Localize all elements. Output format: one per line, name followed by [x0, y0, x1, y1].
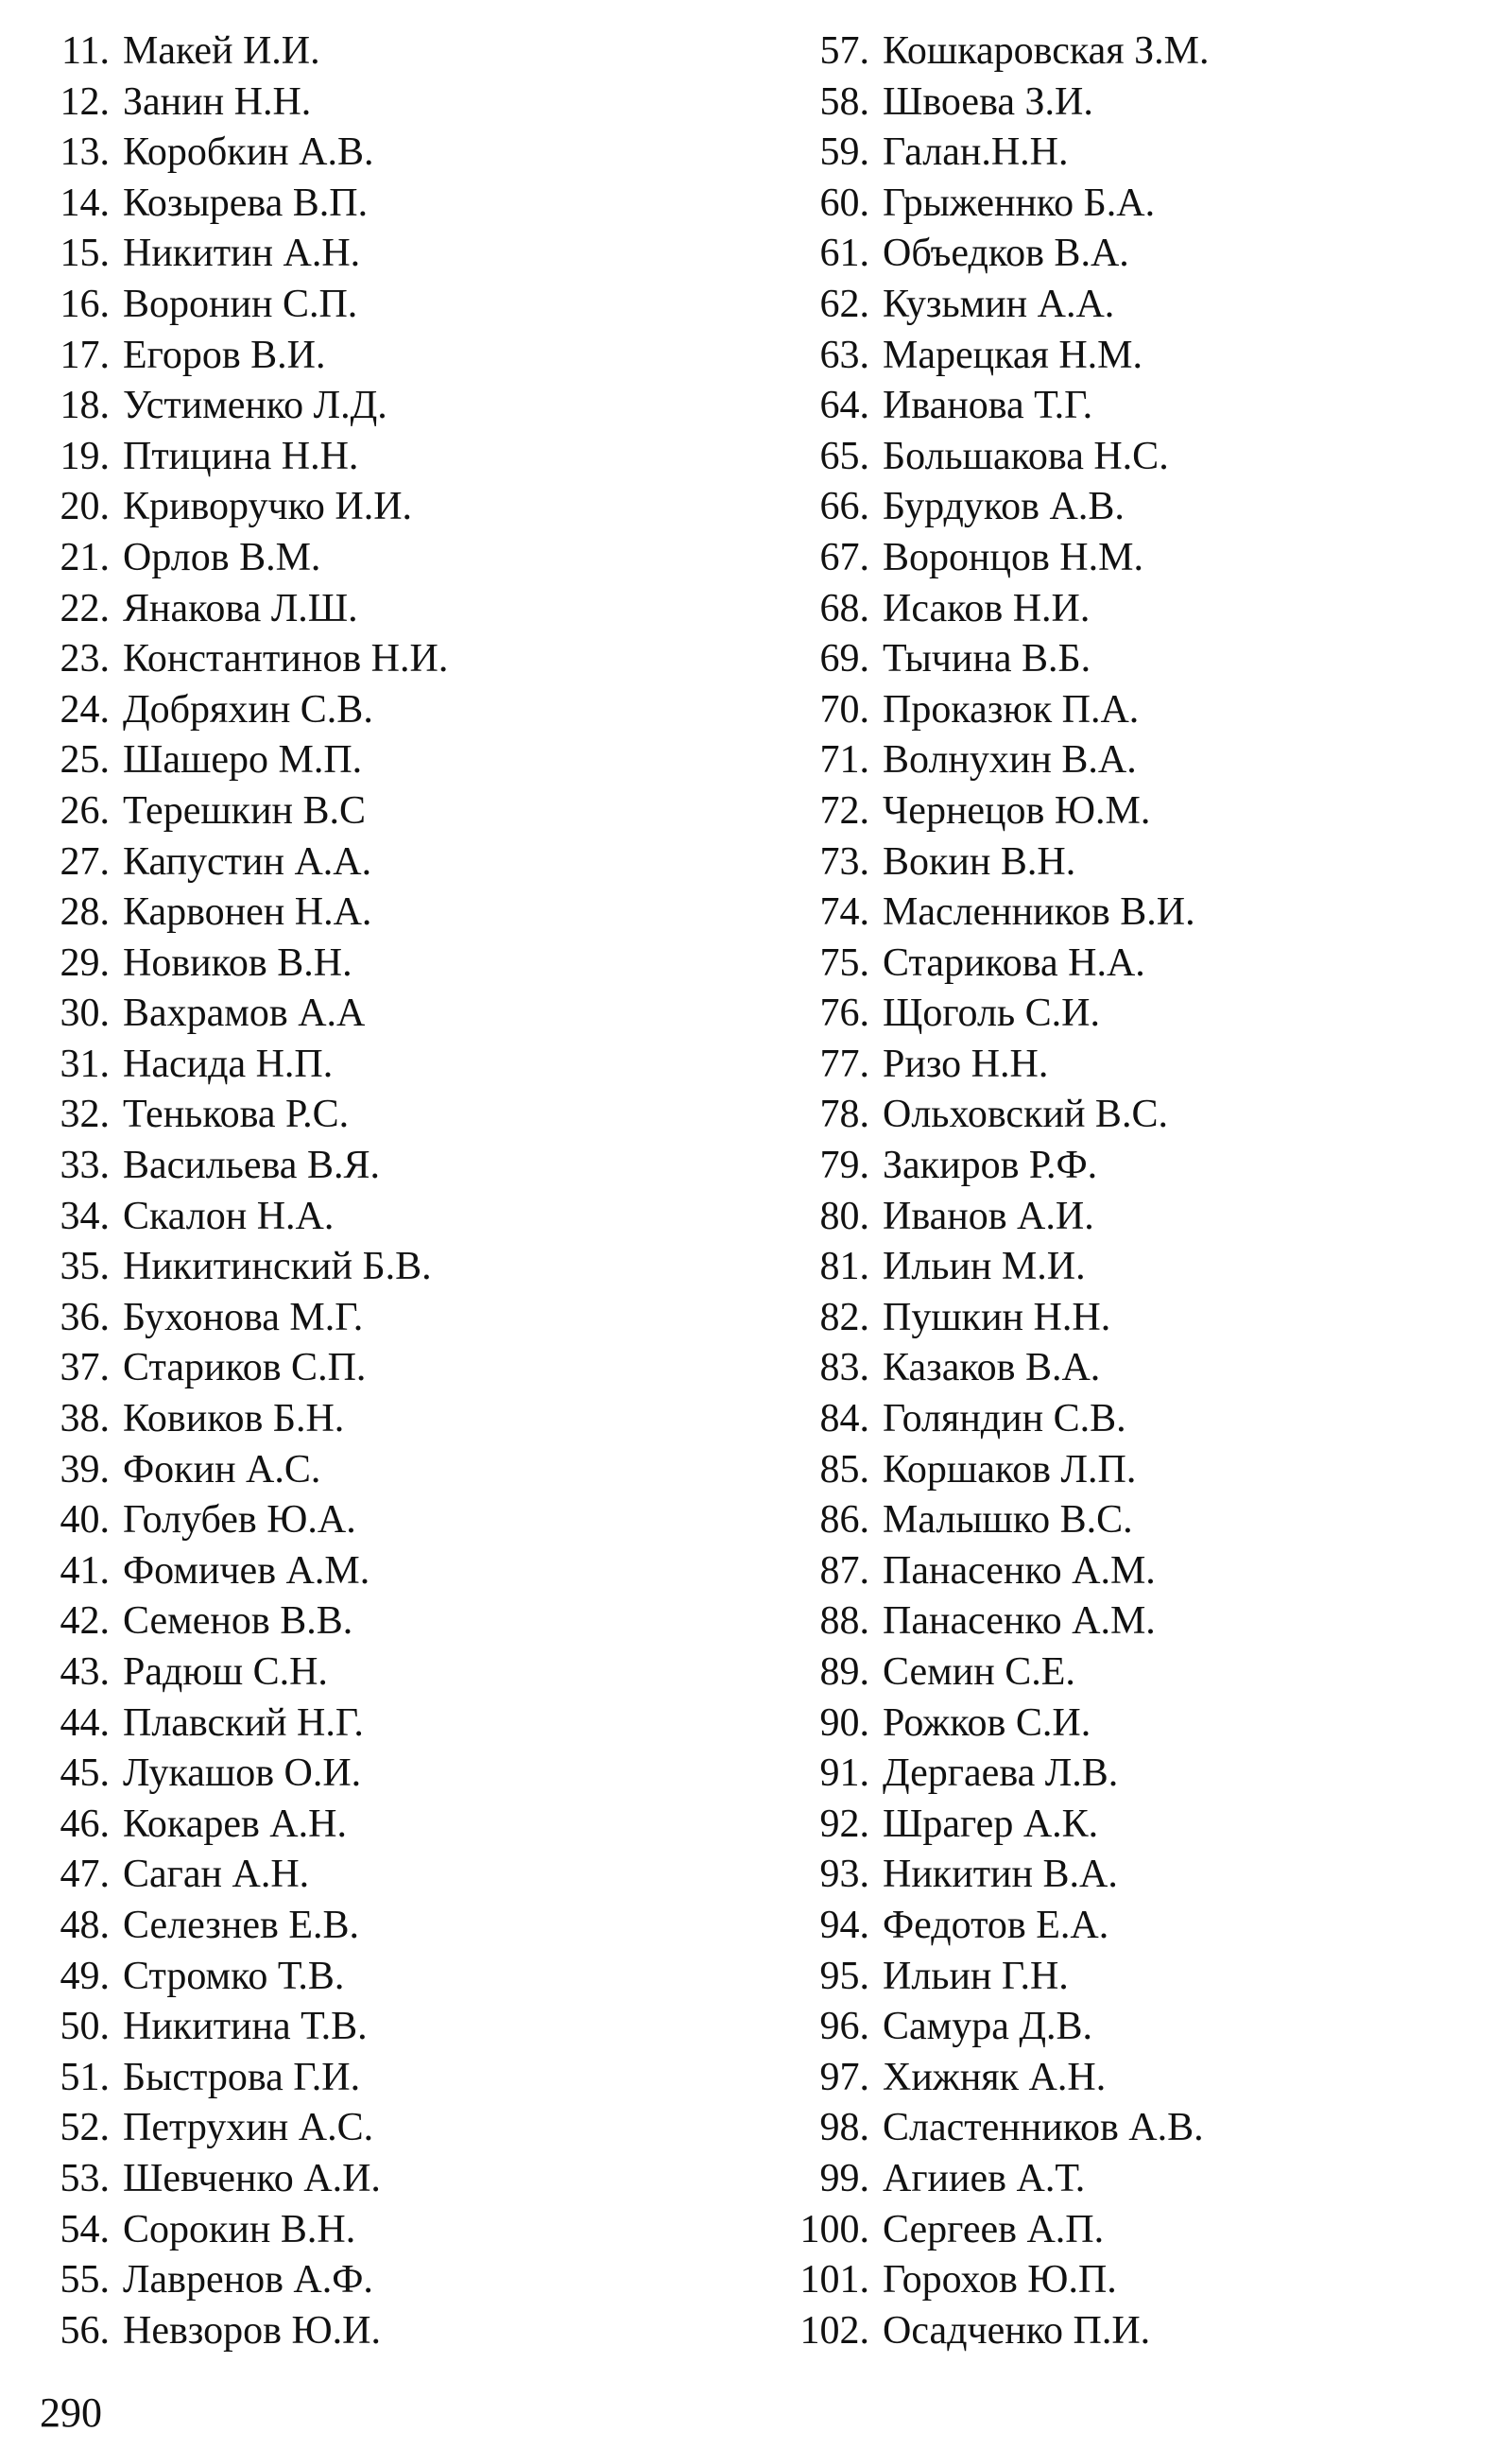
list-item: [794, 1242, 1493, 1293]
list-item: [38, 1495, 756, 1546]
list-item-number: 28.: [60, 890, 110, 935]
list-item: [38, 482, 756, 533]
list-item-number: 37.: [60, 1346, 110, 1390]
list-item-number: 15.: [60, 232, 110, 276]
list-item-number: 72.: [819, 788, 869, 833]
list-item-number: 52.: [60, 2106, 110, 2150]
list-item-number: 21.: [60, 535, 110, 579]
list-item-number: 82.: [819, 1295, 869, 1339]
list-item-number: 102.: [799, 2308, 869, 2353]
list-item-number: 30.: [60, 992, 110, 1036]
list-item-number: 44.: [60, 1700, 110, 1745]
list-item-name: Семин С.Е.: [883, 1650, 1075, 1694]
list-item-name: Кокарев А.Н.: [123, 1802, 347, 1846]
name-list-left-column: [38, 26, 756, 2356]
list-item-number: 65.: [819, 434, 869, 478]
list-item: [38, 381, 756, 432]
list-item-number: 95.: [819, 1954, 869, 1998]
list-item-name: Невзоров Ю.И.: [123, 2308, 381, 2353]
list-item: [794, 432, 1493, 483]
list-item-number: 33.: [60, 1144, 110, 1188]
list-item-name: Вокин В.Н.: [883, 839, 1076, 884]
list-item-number: 26.: [60, 788, 110, 833]
name-list-right-column: [794, 26, 1493, 2356]
list-item-number: 56.: [60, 2308, 110, 2353]
list-item: [38, 1596, 756, 1647]
list-item: [38, 1242, 756, 1293]
list-item-name: Кошкаровская З.М.: [883, 29, 1210, 73]
list-item-name: Панасенко А.М.: [883, 1548, 1156, 1593]
list-item: [38, 1141, 756, 1192]
list-item-number: 59.: [819, 130, 869, 175]
list-item-name: Фомичев А.М.: [123, 1548, 370, 1593]
list-item-number: 63.: [819, 333, 869, 377]
list-item-name: Тенькова Р.С.: [123, 1093, 350, 1137]
list-item-number: 20.: [60, 485, 110, 529]
list-item-name: Федотов Е.А.: [883, 1903, 1109, 1947]
list-item-name: Панасенко А.М.: [883, 1599, 1156, 1644]
list-item-name: Орлов В.М.: [123, 535, 321, 579]
list-item-name: Никитинский Б.В.: [123, 1245, 432, 1289]
list-item: [794, 331, 1493, 382]
list-item: [794, 2306, 1493, 2357]
list-item-name: Стариков С.П.: [123, 1346, 367, 1390]
list-item: [794, 1445, 1493, 1496]
list-item-number: 88.: [819, 1599, 869, 1644]
list-item: [38, 179, 756, 230]
list-item: [38, 1040, 756, 1091]
list-item-name: Петрухин А.С.: [123, 2106, 374, 2150]
list-item: [38, 634, 756, 685]
list-item: [794, 1090, 1493, 1141]
list-item-number: 29.: [60, 940, 110, 985]
list-item: [38, 2103, 756, 2154]
list-item: [794, 2002, 1493, 2053]
list-item: [794, 1293, 1493, 1344]
list-item-name: Ольховский В.С.: [883, 1093, 1168, 1137]
list-item-name: Макей И.И.: [123, 29, 320, 73]
list-item: [794, 128, 1493, 179]
list-item: [794, 229, 1493, 280]
list-item-name: Осадченко П.И.: [883, 2308, 1151, 2353]
list-item: [794, 1952, 1493, 2003]
list-item-number: 90.: [819, 1700, 869, 1745]
list-item-name: Масленников В.И.: [883, 890, 1195, 935]
list-item: [794, 280, 1493, 331]
list-item-number: 38.: [60, 1397, 110, 1441]
list-item-name: Константинов Н.И.: [123, 637, 449, 681]
list-item-number: 77.: [819, 1042, 869, 1086]
list-item: [38, 1343, 756, 1394]
list-item: [794, 78, 1493, 129]
list-item: [794, 1699, 1493, 1750]
list-item-number: 53.: [60, 2156, 110, 2200]
list-item-number: 66.: [819, 485, 869, 529]
list-item-number: 14.: [60, 181, 110, 225]
list-item-number: 101.: [799, 2258, 869, 2302]
list-item-name: Грыженнко Б.А.: [883, 181, 1156, 225]
list-item-name: Стромко Т.В.: [123, 1954, 345, 1998]
list-item-name: Объедков В.А.: [883, 232, 1129, 276]
list-item-name: Занин Н.Н.: [123, 79, 312, 124]
list-item: [794, 1394, 1493, 1445]
list-item-number: 42.: [60, 1599, 110, 1644]
list-item: [794, 888, 1493, 939]
list-item: [794, 1800, 1493, 1851]
list-item-number: 16.: [60, 282, 110, 326]
list-item-number: 22.: [60, 586, 110, 630]
list-item: [794, 26, 1493, 78]
list-item-number: 17.: [60, 333, 110, 377]
list-item: [38, 2154, 756, 2205]
list-item-name: Волнухин В.А.: [883, 738, 1137, 783]
list-item: [794, 482, 1493, 533]
list-item-number: 87.: [819, 1548, 869, 1593]
list-item: [38, 1749, 756, 1800]
list-item-number: 13.: [60, 130, 110, 175]
list-item: [794, 634, 1493, 685]
list-item: [38, 26, 756, 78]
list-item-number: 79.: [819, 1144, 869, 1188]
list-item-number: 83.: [819, 1346, 869, 1390]
list-item-name: Исаков Н.И.: [883, 586, 1091, 630]
list-item-name: Воронин С.П.: [123, 282, 358, 326]
list-item-name: Янакова Л.Ш.: [123, 586, 358, 630]
list-item: [38, 1952, 756, 2003]
list-item-number: 19.: [60, 434, 110, 478]
list-item-number: 31.: [60, 1042, 110, 1086]
list-item-name: Карвонен Н.А.: [123, 890, 372, 935]
list-item: [38, 78, 756, 129]
list-item-number: 94.: [819, 1903, 869, 1947]
list-item: [38, 888, 756, 939]
list-item: [794, 2255, 1493, 2306]
list-item-number: 69.: [819, 637, 869, 681]
list-item-number: 96.: [819, 2005, 869, 2049]
list-item: [794, 179, 1493, 230]
list-item-name: Радюш С.Н.: [123, 1650, 328, 1694]
list-item-number: 55.: [60, 2258, 110, 2302]
list-item-number: 80.: [819, 1194, 869, 1238]
list-item-name: Вахрамов А.А: [123, 992, 366, 1036]
list-item-number: 92.: [819, 1802, 869, 1846]
list-item-name: Щоголь С.И.: [883, 992, 1100, 1036]
list-item-number: 45.: [60, 1751, 110, 1796]
list-item: [38, 2053, 756, 2104]
list-item-name: Селезнев Е.В.: [123, 1903, 359, 1947]
list-item: [794, 1141, 1493, 1192]
list-item-name: Чернецов Ю.М.: [883, 788, 1151, 833]
list-item: [38, 1546, 756, 1597]
list-item: [38, 128, 756, 179]
list-item-name: Кузьмин А.А.: [883, 282, 1115, 326]
list-item-name: Никитин В.А.: [883, 1853, 1118, 1897]
list-item-name: Воронцов Н.М.: [883, 535, 1143, 579]
list-item: [794, 939, 1493, 990]
list-item-number: 68.: [819, 586, 869, 630]
list-item-name: Сорокин В.Н.: [123, 2207, 356, 2251]
list-item-number: 39.: [60, 1447, 110, 1492]
list-item-name: Ризо Н.Н.: [883, 1042, 1049, 1086]
list-item: [794, 1546, 1493, 1597]
list-item-name: Насида Н.П.: [123, 1042, 334, 1086]
list-item-name: Никитина Т.В.: [123, 2005, 368, 2049]
list-item-name: Швоева З.И.: [883, 79, 1093, 124]
list-item-name: Козырева В.П.: [123, 181, 369, 225]
list-item-number: 85.: [819, 1447, 869, 1492]
list-item: [38, 1293, 756, 1344]
list-item-name: Шрагер А.К.: [883, 1802, 1099, 1846]
list-item: [794, 735, 1493, 786]
list-item: [38, 2255, 756, 2306]
list-item-name: Шашеро М.П.: [123, 738, 363, 783]
list-item-number: 25.: [60, 738, 110, 783]
list-item-number: 58.: [819, 79, 869, 124]
list-item: [38, 331, 756, 382]
list-item: [38, 1800, 756, 1851]
list-item: [794, 1850, 1493, 1901]
list-item-number: 100.: [799, 2207, 869, 2251]
list-item: [794, 2154, 1493, 2205]
list-item-number: 40.: [60, 1498, 110, 1543]
list-item-name: Шевченко А.И.: [123, 2156, 381, 2200]
list-item: [794, 1040, 1493, 1091]
list-item-name: Лукашов О.И.: [123, 1751, 362, 1796]
list-item-name: Бухонова М.Г.: [123, 1295, 364, 1339]
list-item: [38, 735, 756, 786]
list-item-name: Сластенников А.В.: [883, 2106, 1204, 2150]
list-item: [794, 786, 1493, 837]
list-item: [38, 1394, 756, 1445]
list-item-name: Малышко В.С.: [883, 1498, 1133, 1543]
list-item-number: 57.: [819, 29, 869, 73]
list-item: [38, 280, 756, 331]
list-item: [38, 837, 756, 888]
list-item-name: Ильин М.И.: [883, 1245, 1086, 1289]
list-item: [794, 533, 1493, 584]
list-item: [38, 2002, 756, 2053]
list-item-name: Ковиков Б.Н.: [123, 1397, 345, 1441]
list-item-name: Егоров В.И.: [123, 333, 326, 377]
list-item-name: Фокин А.С.: [123, 1447, 321, 1492]
list-item-number: 61.: [819, 232, 869, 276]
list-item: [794, 989, 1493, 1040]
list-item-name: Закиров Р.Ф.: [883, 1144, 1098, 1188]
list-item: [38, 786, 756, 837]
list-item-number: 41.: [60, 1548, 110, 1593]
list-item-name: Рожков С.И.: [883, 1700, 1091, 1745]
list-item-name: Саган А.Н.: [123, 1853, 310, 1897]
list-item-number: 78.: [819, 1093, 869, 1137]
list-item: [794, 1192, 1493, 1243]
list-item-name: Бурдуков А.В.: [883, 485, 1125, 529]
list-item: [794, 1647, 1493, 1699]
list-item-number: 89.: [819, 1650, 869, 1694]
list-item-number: 81.: [819, 1245, 869, 1289]
list-item: [794, 584, 1493, 635]
list-item: [794, 1495, 1493, 1546]
list-item-name: Плавский Н.Г.: [123, 1700, 364, 1745]
list-item-number: 71.: [819, 738, 869, 783]
list-item-number: 70.: [819, 687, 869, 732]
list-item: [794, 837, 1493, 888]
list-item-number: 12.: [60, 79, 110, 124]
list-item-name: Казаков В.А.: [883, 1346, 1101, 1390]
list-item-number: 49.: [60, 1954, 110, 1998]
list-item-number: 73.: [819, 839, 869, 884]
list-item: [794, 1749, 1493, 1800]
list-item: [794, 2053, 1493, 2104]
list-item-number: 86.: [819, 1498, 869, 1543]
list-item-name: Сергеев А.П.: [883, 2207, 1105, 2251]
list-item: [38, 1090, 756, 1141]
list-item: [38, 939, 756, 990]
list-item-name: Птицина Н.Н.: [123, 434, 359, 478]
list-item-name: Самура Д.В.: [883, 2005, 1093, 2049]
list-item-name: Добряхин С.В.: [123, 687, 373, 732]
list-item-number: 99.: [819, 2156, 869, 2200]
list-item-number: 34.: [60, 1194, 110, 1238]
list-item-name: Капустин А.А.: [123, 839, 372, 884]
list-item-number: 18.: [60, 384, 110, 428]
list-item-name: Никитин А.Н.: [123, 232, 361, 276]
list-item: [794, 685, 1493, 736]
list-item: [38, 432, 756, 483]
list-item-name: Васильева В.Я.: [123, 1144, 380, 1188]
list-item-number: 23.: [60, 637, 110, 681]
list-item: [794, 2103, 1493, 2154]
list-item-name: Дергаева Л.В.: [883, 1751, 1119, 1796]
list-item: [38, 1699, 756, 1750]
list-item: [38, 989, 756, 1040]
list-item-name: Голубев Ю.А.: [123, 1498, 356, 1543]
list-item: [794, 2205, 1493, 2256]
list-item-number: 27.: [60, 839, 110, 884]
list-item-name: Проказюк П.А.: [883, 687, 1140, 732]
list-item: [794, 1343, 1493, 1394]
list-item-name: Горохов Ю.П.: [883, 2258, 1117, 2302]
list-item-name: Быстрова Г.И.: [123, 2055, 361, 2099]
list-item-name: Хижняк А.Н.: [883, 2055, 1107, 2099]
list-item-number: 32.: [60, 1093, 110, 1137]
list-item-name: Терешкин В.С: [123, 788, 367, 833]
list-item-number: 97.: [819, 2055, 869, 2099]
list-item-number: 62.: [819, 282, 869, 326]
list-item-name: Старикова Н.А.: [883, 940, 1145, 985]
list-item-number: 67.: [819, 535, 869, 579]
list-item-number: 98.: [819, 2106, 869, 2150]
list-item-number: 84.: [819, 1397, 869, 1441]
list-item-number: 35.: [60, 1245, 110, 1289]
list-item-number: 75.: [819, 940, 869, 985]
list-item-number: 93.: [819, 1853, 869, 1897]
list-item-name: Галан.Н.Н.: [883, 130, 1069, 175]
list-item-number: 48.: [60, 1903, 110, 1947]
list-item-name: Новиков В.Н.: [123, 940, 352, 985]
list-item-name: Большакова Н.С.: [883, 434, 1169, 478]
list-item: [38, 1192, 756, 1243]
list-item: [38, 2306, 756, 2357]
list-item-number: 47.: [60, 1853, 110, 1897]
list-item-name: Скалон Н.А.: [123, 1194, 335, 1238]
list-item-name: Иванов А.И.: [883, 1194, 1094, 1238]
list-item: [38, 1901, 756, 1952]
list-item-name: Устименко Л.Д.: [123, 384, 387, 428]
list-item-number: 64.: [819, 384, 869, 428]
list-item: [38, 1647, 756, 1699]
list-item-number: 24.: [60, 687, 110, 732]
list-item-name: Семенов В.В.: [123, 1599, 353, 1644]
list-item: [38, 229, 756, 280]
list-item-number: 54.: [60, 2207, 110, 2251]
list-item: [38, 1850, 756, 1901]
list-item: [38, 584, 756, 635]
list-item-name: Иванова Т.Г.: [883, 384, 1093, 428]
list-item-name: Лавренов А.Ф.: [123, 2258, 373, 2302]
list-item-name: Пушкин Н.Н.: [883, 1295, 1111, 1339]
list-item-number: 50.: [60, 2005, 110, 2049]
list-item-number: 74.: [819, 890, 869, 935]
list-item-number: 43.: [60, 1650, 110, 1694]
list-item-name: Ильин Г.Н.: [883, 1954, 1069, 1998]
page-number: 290: [40, 2389, 102, 2436]
list-item-name: Коршаков Л.П.: [883, 1447, 1137, 1492]
list-item-name: Агииев А.Т.: [883, 2156, 1086, 2200]
list-item: [794, 381, 1493, 432]
list-item-number: 60.: [819, 181, 869, 225]
list-item: [38, 685, 756, 736]
list-item-number: 46.: [60, 1802, 110, 1846]
list-item: [38, 1445, 756, 1496]
list-item: [794, 1901, 1493, 1952]
list-item-number: 51.: [60, 2055, 110, 2099]
list-item-number: 91.: [819, 1751, 869, 1796]
list-item-name: Марецкая Н.М.: [883, 333, 1143, 377]
list-item-number: 11.: [61, 29, 110, 73]
list-item: [794, 1596, 1493, 1647]
list-item: [38, 2205, 756, 2256]
list-item-name: Коробкин А.В.: [123, 130, 374, 175]
list-item: [38, 533, 756, 584]
list-item-name: Тычина В.Б.: [883, 637, 1091, 681]
list-item-name: Криворучко И.И.: [123, 485, 413, 529]
list-item-name: Голяндин С.В.: [883, 1397, 1126, 1441]
list-item-number: 76.: [819, 992, 869, 1036]
list-item-number: 36.: [60, 1295, 110, 1339]
